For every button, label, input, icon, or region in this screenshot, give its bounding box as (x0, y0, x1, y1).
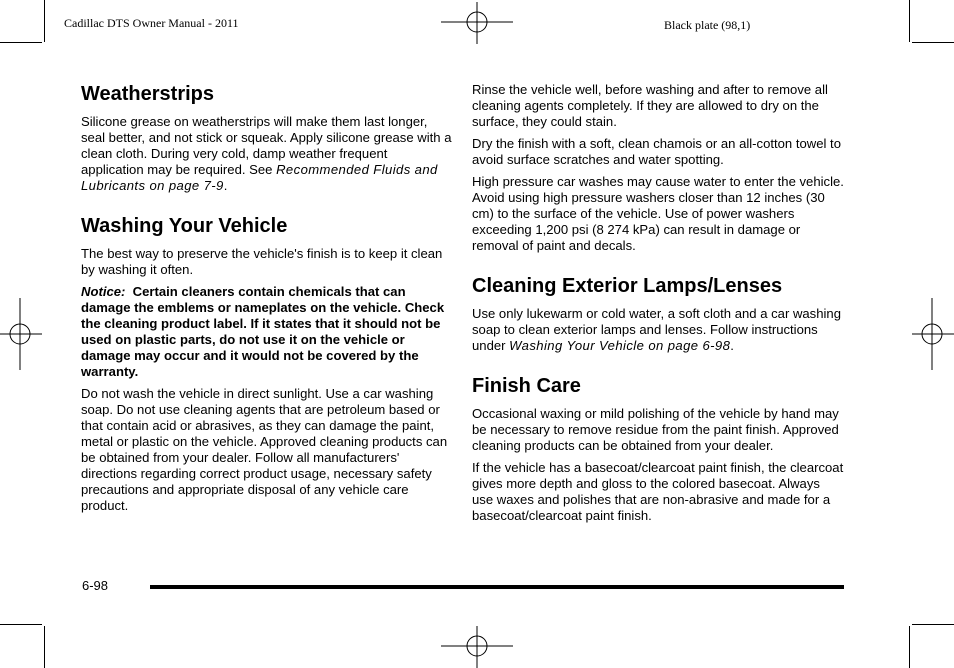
ref-recommended-fluids[interactable]: Recommended Fluids and Lubricants on page 7-9 (81, 162, 438, 193)
crop-mark-tl-v (44, 0, 45, 42)
right-column (472, 82, 844, 530)
finish-paragraph-2: If the vehicle has a basecoat/clearcoat paint finish, the clearcoat gives more depth and gloss to the colored basecoat. Always use waxes and polishes that are non-abrasive and made for a basecoat/clearcoat paint finish. (472, 460, 844, 523)
crop-mark-br-h (912, 624, 954, 625)
plate-label: Black plate (98,1) (664, 18, 751, 32)
lamps-paragraph (472, 306, 844, 354)
washing-intro: The best way to preserve the vehicle's finish is to keep it clean by washing it often. (81, 246, 443, 277)
heading-lamps: Cleaning Exterior Lamps/Lenses (472, 275, 783, 297)
crop-mark-bl-h (0, 624, 42, 625)
pressure-paragraph: High pressure car washes may cause water to enter the vehicle. Avoid using high pressure washers closer than 12 inches (30 cm) to the surface of the vehicle. Use of power washers exceeding 1,200 psi (8 274 kPa) can result in damage or removal of paint and decals. (472, 174, 844, 253)
notice-label: Notice: (81, 284, 126, 299)
finish-paragraph-1: Occasional waxing or mild polishing of the vehicle by hand may be necessary to remove residue from the paint finish. Approved cleaning products can be obtained from your dealer. (472, 406, 839, 453)
heading-weatherstrips: Weatherstrips (81, 83, 215, 105)
crop-mark-br-v (909, 626, 910, 668)
heading-finish-care: Finish Care (472, 375, 581, 397)
registration-mark-top (441, 2, 513, 44)
registration-mark-right (912, 298, 954, 370)
ref-washing-your-vehicle[interactable]: Washing Your Vehicle on page 6-98 (509, 338, 731, 353)
washing-body: Do not wash the vehicle in direct sunlight. Use a car washing soap. Do not use cleaning agents that are petroleum based or that contain acid or abrasives, as they can damage the paint, metal or plastic on the vehicle. Approved cleaning products can be obtained from your dealer. Follow all manufacturers' directions regarding correct product usage, necessary safety precautions and appropriate disposal of any vehicle care product. (81, 386, 448, 513)
left-column (81, 82, 453, 520)
weatherstrips-paragraph (81, 114, 453, 194)
notice-paragraph (81, 284, 453, 380)
crop-mark-bl-v (44, 626, 45, 668)
registration-mark-left (0, 298, 42, 370)
registration-mark-bottom (441, 626, 513, 668)
notice-text: Certain cleaners contain chemicals that can damage the emblems or nameplates on the vehicle. Check the cleaning product label. If it states that it should not be used on plastic parts, do not use it on the vehicle or damage may occur and it would not be covered by the warranty. (81, 284, 445, 379)
crop-mark-tl-h (0, 42, 42, 43)
lamps-text: Use only lukewarm or cold water, a soft cloth and a car washing soap to clean exterior lamps and lenses. Follow instructions under (472, 306, 841, 353)
footer-rule (150, 585, 844, 589)
weatherstrips-ref-end: . (223, 178, 228, 193)
heading-washing: Washing Your Vehicle (81, 215, 288, 237)
lamps-ref-end: . (730, 338, 734, 353)
weatherstrips-text: Silicone grease on weatherstrips will make them last longer, seal better, and not stick or squeak. Apply silicone grease with a clean cloth. During very cold, damp weather frequent application may be required. See (81, 114, 452, 177)
crop-mark-tr-h (912, 42, 954, 43)
manual-title: Cadillac DTS Owner Manual - 2011 (64, 16, 239, 30)
dry-paragraph: Dry the finish with a soft, clean chamois or an all-cotton towel to avoid surface scratches and water spotting. (472, 136, 841, 167)
crop-mark-tr-v (909, 0, 910, 42)
rinse-paragraph: Rinse the vehicle well, before washing and after to remove all cleaning agents completely. If they are allowed to dry on the surface, they could stain. (472, 82, 828, 129)
page-number: 6-98 (82, 578, 109, 593)
